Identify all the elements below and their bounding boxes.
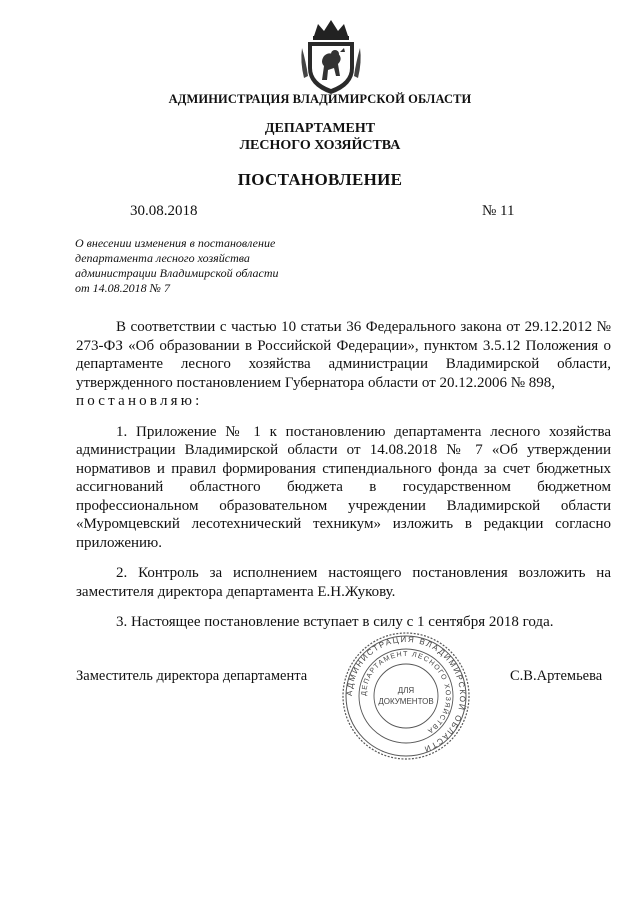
- seal-inner-text: ДЕПАРТАМЕНТ ЛЕСНОГО ХОЗЯЙСТВА: [360, 650, 452, 735]
- signer-name: С.В.Артемьева: [510, 668, 603, 684]
- document-number: № 11: [482, 203, 515, 219]
- document-body: [76, 318, 611, 632]
- department-heading-line2: ЛЕСНОГО ХОЗЯЙСТВА: [239, 138, 401, 153]
- coat-of-arms-icon: [300, 18, 362, 96]
- seal-center-line2: ДОКУМЕНТОВ: [378, 697, 434, 706]
- preamble-paragraph: В соответствии с частью 10 статьи 36 Федерального закона от 29.12.2012 № 273-ФЗ «Об образовании в Российской Федерации», пунктом 3.5.12 Положения о департаменте лесного хозяйства администрации Владимирской области, утвержденного постановлением Губернатора области от 20.12.2006 № 898,: [76, 319, 611, 391]
- department-heading-line1: ДЕПАРТАМЕНТ: [264, 121, 376, 136]
- subject-line: департамента лесного хозяйства: [75, 251, 250, 265]
- signer-title: Заместитель директора департамента: [76, 668, 308, 684]
- document-type-title: ПОСТАНОВЛЕНИЕ: [237, 170, 403, 189]
- subject-line: от 14.08.2018 № 7: [75, 281, 170, 295]
- decree-word: [76, 392, 611, 411]
- item-2-paragraph: 2. Контроль за исполнением настоящего постановления возложить на заместителя директора департамента Е.Н.Жукову.: [76, 565, 611, 600]
- item-1-paragraph: 1. Приложение № 1 к постановлению департамента лесного хозяйства администрации Владимирской области от 14.08.2018 № 7 «Об утверждении нормативов и правил формирования стипендиального фонда за счет бюджетных ассигнований областного бюджета в государственном бюджетном профессиональном образовательном учреждении Владимирской области «Муромцевский лесотехнический техникум» изложить в редакции согласно приложению.: [76, 423, 611, 551]
- official-seal-stamp: [340, 630, 472, 762]
- item-3-paragraph: 3. Настоящее постановление вступает в силу с 1 сентября 2018 года.: [116, 614, 554, 630]
- department-heading: [0, 120, 640, 154]
- decree-word-text: постановляю:: [76, 393, 203, 409]
- document-date: 30.08.2018: [130, 203, 198, 219]
- document-subject: [75, 236, 335, 296]
- subject-line: администрации Владимирской области: [75, 266, 279, 280]
- subject-line: О внесении изменения в постановление: [75, 236, 276, 250]
- administration-heading: АДМИНИСТРАЦИЯ ВЛАДИМИРСКОЙ ОБЛАСТИ: [168, 92, 472, 106]
- seal-outer-text: АДМИНИСТРАЦИЯ ВЛАДИМИРСКОЙ ОБЛАСТИ: [344, 634, 468, 755]
- seal-center-line1: ДЛЯ: [397, 686, 415, 695]
